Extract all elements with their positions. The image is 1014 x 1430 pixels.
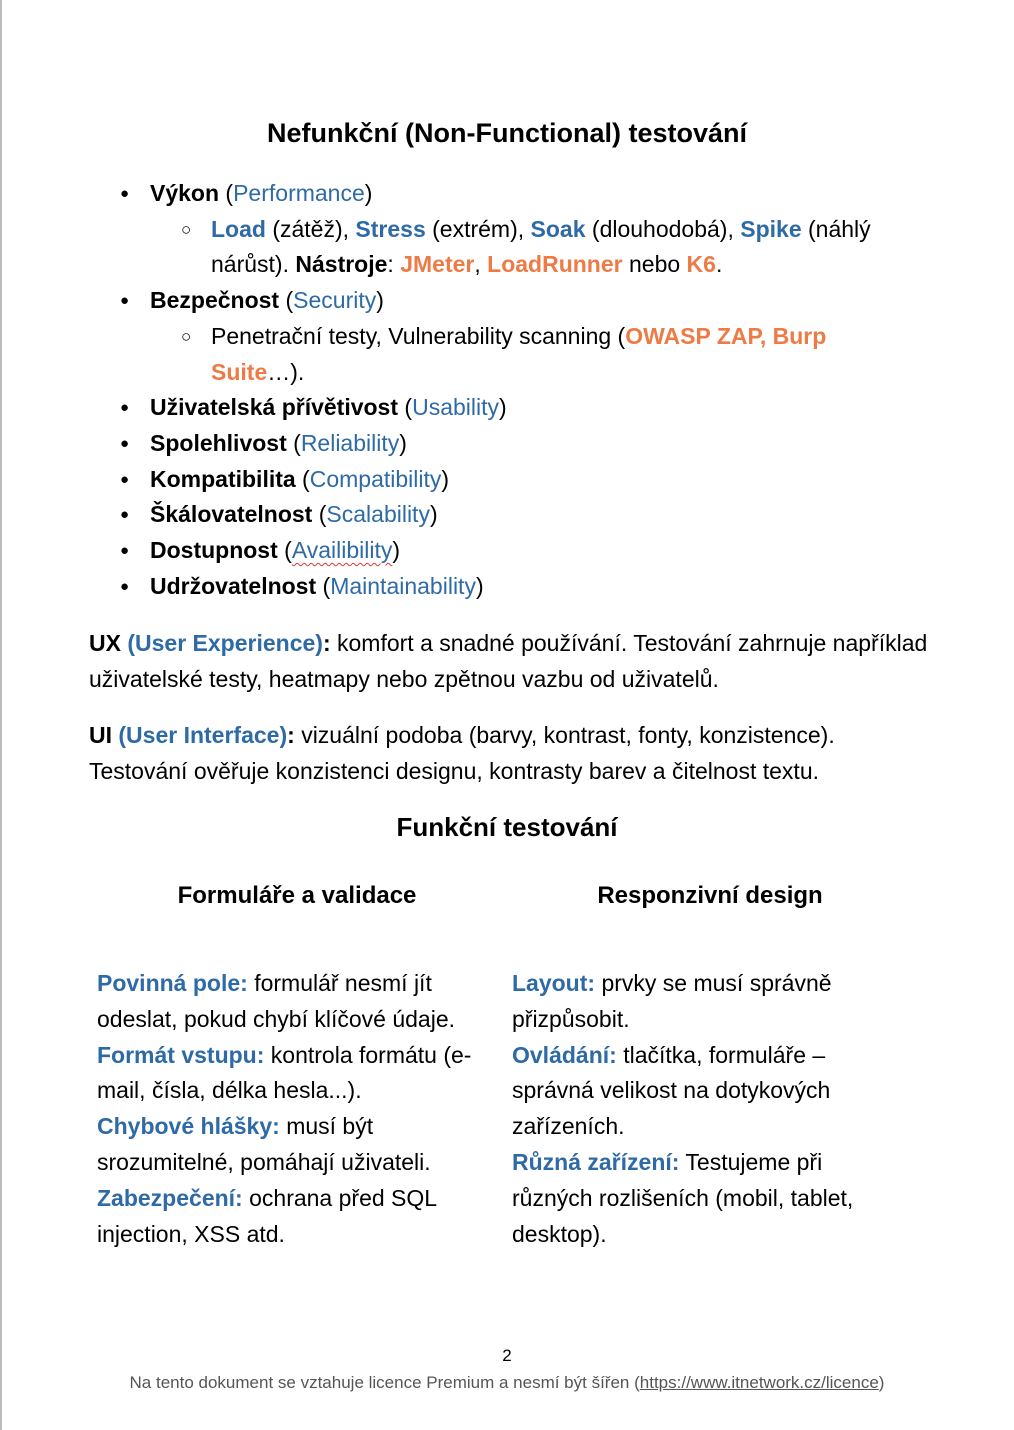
sublist-item-load-types: ○ Load (zátěž), Stress (extrém), Soak (dlouhodobá), Spike (náhlý nárůst). Nástroje: JMeter, LoadRunner nebo K6. (211, 212, 891, 283)
list-item (97, 1181, 482, 1253)
list-item (512, 1038, 897, 1145)
list-item (97, 1038, 482, 1110)
item-term: Chybové hlášky: (97, 1113, 280, 1140)
term: Bezpečnost (150, 287, 280, 314)
section-title: Funkční testování (396, 812, 618, 842)
security-end: …). (267, 358, 305, 385)
list-item: ● Spolehlivost (Reliability) (150, 426, 930, 462)
left-column (97, 966, 482, 1252)
list-item: ● Škálovatelnost (Scalability) (150, 497, 930, 533)
nonfunctional-list (150, 176, 930, 604)
list-item: ● Udržovatelnost (Maintainability) (150, 569, 930, 605)
list-item (512, 1145, 897, 1252)
soak-desc: (dlouhodobá), (585, 215, 741, 242)
list-item (512, 966, 897, 1038)
item-text: ochrana před SQL injection, XSS atd. (97, 1184, 437, 1247)
ux-abbr: UX (89, 630, 121, 656)
left-column-heading: Formuláře a validace (177, 882, 417, 909)
term-english: Availibility (291, 537, 393, 564)
or-text: nebo (622, 251, 687, 278)
item-term: Formát vstupu: (97, 1041, 265, 1068)
load-term: Load (211, 215, 266, 242)
tool-k6: K6 (686, 251, 716, 278)
term: Kompatibilita (150, 465, 296, 492)
footer-text: Na tento dokument se vztahuje licence Premium a nesmí být šířen ( (129, 1373, 640, 1392)
list-item (97, 1109, 482, 1181)
item-text: musí být srozumitelné, pomáhají uživateli. (97, 1113, 431, 1175)
term: Uživatelská přívětivost (150, 394, 399, 421)
ui-paragraph: UI (User Interface): vizuální podoba (barvy, kontrast, fonty, konzistence). Testování ověřuje konzistenci designu, kontrasty barev a čitelnost textu. (89, 722, 835, 784)
item-text: kontrola formátu (e-mail, čísla, délka hesla...). (97, 1041, 472, 1104)
ui-text: vizuální podoba (barvy, kontrast, fonty, konzistence). Testování ověřuje konzistenci designu, kontrasty barev a čitelnost textu. (89, 722, 835, 784)
tool-jmeter: JMeter (400, 251, 475, 278)
list-item (97, 966, 482, 1038)
item-text: prvky se musí správně přizpůsobit. (512, 970, 832, 1032)
ux-paragraph: UX (User Experience): komfort a snadné používání. Testování zahrnuje například uživatelské testy, heatmapy nebo zpětnou vazbu od uživatelů. (89, 630, 928, 692)
license-footer (0, 1373, 1014, 1393)
right-column (512, 966, 897, 1252)
term-english: Reliability (300, 429, 400, 456)
stress-term: Stress (355, 215, 426, 242)
list-item: ● Dostupnost (Availibility) (150, 533, 930, 569)
stress-desc: (extrém), (425, 215, 531, 242)
ui-full: (User Interface) (118, 722, 288, 748)
sublist-item-security-tests (211, 319, 891, 390)
item-term: Layout: (512, 970, 596, 996)
term: Udržovatelnost (150, 572, 317, 599)
bezpecnost-sublist (150, 319, 891, 390)
item-term: Zabezpečení: (97, 1184, 243, 1211)
tool-loadrunner: LoadRunner (487, 251, 623, 278)
term: Spolehlivost (150, 429, 287, 456)
page-number: 2 (502, 1346, 512, 1365)
security-text: Penetrační testy, Vulnerability scanning ( (211, 322, 626, 349)
list-item: ● Uživatelská přívětivost (Usability) (150, 390, 930, 426)
item-term: Povinná pole: (97, 970, 248, 996)
spike-term: Spike (740, 215, 802, 242)
spike-desc: (náhlý nárůst). (211, 215, 871, 278)
list-item: ● Kompatibilita (Compatibility) (150, 462, 930, 498)
soak-term: Soak (530, 215, 586, 242)
term: Výkon (150, 180, 220, 206)
load-desc: (zátěž), (265, 215, 356, 242)
term-english: Compatibility (309, 465, 442, 492)
footer-end: ) (878, 1373, 885, 1392)
item-text: formulář nesmí jít odeslat, pokud chybí klíčové údaje. (97, 970, 456, 1032)
ux-full: (User Experience) (127, 630, 323, 656)
ui-abbr: UI (89, 722, 112, 748)
vykon-sublist (150, 212, 891, 283)
item-term: Různá zařízení: (512, 1148, 680, 1175)
list-item-vykon: ● Výkon (Performance) ○ Load (zátěž), Stress (extrém), Soak (dlouhodobá), Spike (náhlý nárůst). Nástroje: JMeter, LoadRunner nebo K6. (150, 176, 930, 283)
item-text: Testujeme při různých rozlišeních (mobil, tablet, desktop). (512, 1148, 854, 1247)
term-english: Performance (233, 180, 365, 206)
tools-label: Nástroje (295, 251, 388, 278)
page-edge (0, 0, 2, 1430)
term: Dostupnost (150, 537, 278, 564)
page-title: Nefunkční (Non-Functional) testování (266, 118, 747, 148)
list-item-bezpecnost: ● Bezpečnost (Security) ○ Penetrační testy, Vulnerability scanning (OWASP ZAP, Burp Suite…). (150, 283, 930, 390)
item-text: tlačítka, formuláře – správná velikost na dotykových zařízeních. (512, 1041, 831, 1140)
term-english: Scalability (326, 501, 430, 528)
term-english: Security (293, 287, 377, 314)
right-column-heading: Responzivní design (597, 882, 823, 909)
license-link[interactable]: https://www.itnetwork.cz/licence (639, 1373, 879, 1392)
term-english: Usability (412, 394, 499, 421)
term: Škálovatelnost (150, 501, 313, 528)
term-english: Maintainability (330, 572, 476, 599)
security-tools: OWASP ZAP, Burp Suite (211, 322, 827, 385)
item-term: Ovládání: (512, 1041, 617, 1068)
ux-text: komfort a snadné používání. Testování zahrnuje například uživatelské testy, heatmapy nebo zpětnou vazbu od uživatelů. (89, 630, 928, 692)
